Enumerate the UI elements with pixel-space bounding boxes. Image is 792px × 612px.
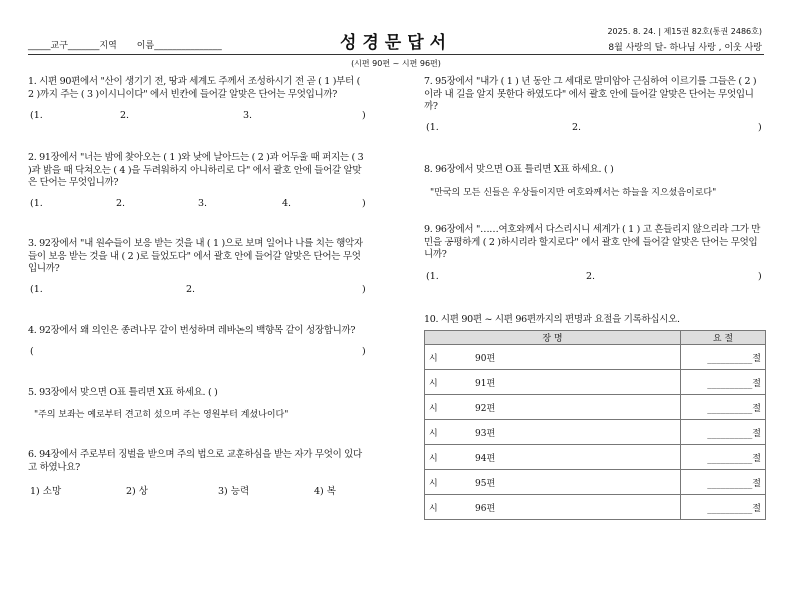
issue-info: 2025. 8. 24. | 제15권 82호(통권 2486호): [607, 27, 762, 36]
verse-blank[interactable]: __________절: [681, 420, 766, 445]
verse-blank[interactable]: __________절: [681, 495, 766, 520]
question-6: 6. 94장에서 주로부터 징벌을 받으며 주의 법으로 교훈하심을 받는 자가 무엇이 있다고 하였나요?: [28, 449, 362, 473]
chapter-table: [424, 330, 766, 520]
header-chapter: 장 명: [425, 331, 681, 345]
question-9: 9. 96장에서 "……여호와께서 다스리시니 세계가 ( 1 ) 고 흔들리지 않으리라 그가 만민을 공평하게 ( 2 )하시리라 할지로다" 에서 괄호 안에 들어갈 알맞은 단어는 무엇입니까?: [424, 224, 761, 260]
table-row: 시 96편 __________절: [425, 495, 766, 520]
question-3: 3. 92장에서 "내 원수들이 보응 받는 것을 내 ( 1 )으로 보며 일어나 나를 치는 행악자들이 보응 받는 것을 내 ( 2 )로 들었도다" 에서 괄호 안에 들어갈 알맞은 단어는 무엇입니까?: [28, 238, 363, 274]
option-3[interactable]: 3) 능력: [218, 486, 250, 497]
header-divider: [28, 54, 764, 55]
header-verse: 요 절: [681, 331, 766, 345]
question-2: 2. 91장에서 "너는 밤에 찾아오는 ( 1 )와 낮에 날아드는 ( 2 )과 어두울 때 퍼지는 ( 3 )과 밝을 때 닥쳐오는 ( 4 )을 두려워하지 아니하리로 다" 에서 괄호 안에 들어갈 알맞은 단어는 무엇입니까?: [28, 152, 364, 188]
table-row: 시 94편 __________절: [425, 445, 766, 470]
name-fields: _____교구_______지역 이름_______________: [28, 41, 222, 51]
page-title: 성경문답서: [339, 33, 453, 53]
quote-5: "주의 보좌는 예로부터 견고히 섰으며 주는 영원부터 계셨나이다": [34, 410, 289, 420]
scripture-range: (시편 90편 ~ 시편 96편): [351, 59, 441, 68]
table-row: 시 90편 __________절: [425, 345, 766, 370]
table-row: 시 92편 __________절: [425, 395, 766, 420]
question-4: 4. 92장에서 왜 의인은 종려나무 같이 번성하며 레바논의 백향목 같이 성장합니까?: [28, 325, 356, 336]
monthly-theme: 8월 사랑의 달- 하나님 사랑 , 이웃 사랑: [608, 43, 762, 53]
verse-blank[interactable]: __________절: [681, 445, 766, 470]
verse-blank[interactable]: __________절: [681, 370, 766, 395]
verse-blank[interactable]: __________절: [681, 345, 766, 370]
question-5: 5. 93장에서 맞으면 O표 틀리면 X표 하세요. ( ): [28, 387, 218, 398]
verse-blank[interactable]: __________절: [681, 395, 766, 420]
option-4[interactable]: 4) 복: [314, 486, 336, 497]
table-row: 시 95편 __________절: [425, 470, 766, 495]
option-1[interactable]: 1) 소망: [30, 486, 62, 497]
question-8: 8. 96장에서 맞으면 O표 틀리면 X표 하세요. ( ): [424, 164, 614, 175]
verse-blank[interactable]: __________절: [681, 470, 766, 495]
question-10: 10. 시편 90편 ~ 시편 96편까지의 편명과 요절을 기록하십시오.: [424, 314, 680, 325]
table-row: 시 91편 __________절: [425, 370, 766, 395]
question-1: 1. 시편 90편에서 "산이 생기기 전, 땅과 세계도 주께서 조성하시기 전 곧 ( 1 )부터 ( 2 )까지 주는 ( 3 )이시니이다" 에서 빈칸에 들어갈 알맞은 단어는 무엇입니까?: [28, 76, 361, 100]
question-7: 7. 95장에서 "내가 ( 1 ) 년 동안 그 세대로 말미암아 근심하여 이르기를 그들은 ( 2 )이라 내 길을 알지 못한다 하였도다" 에서 괄호 안에 들어갈 알맞은 단어는 무엇입니까?: [424, 76, 757, 112]
option-2[interactable]: 2) 상: [126, 486, 148, 497]
table-row: 시 93편 __________절: [425, 420, 766, 445]
quote-8: "만국의 모든 신들은 우상들이지만 여호와께서는 하늘을 지으셨음이로다": [430, 188, 717, 198]
